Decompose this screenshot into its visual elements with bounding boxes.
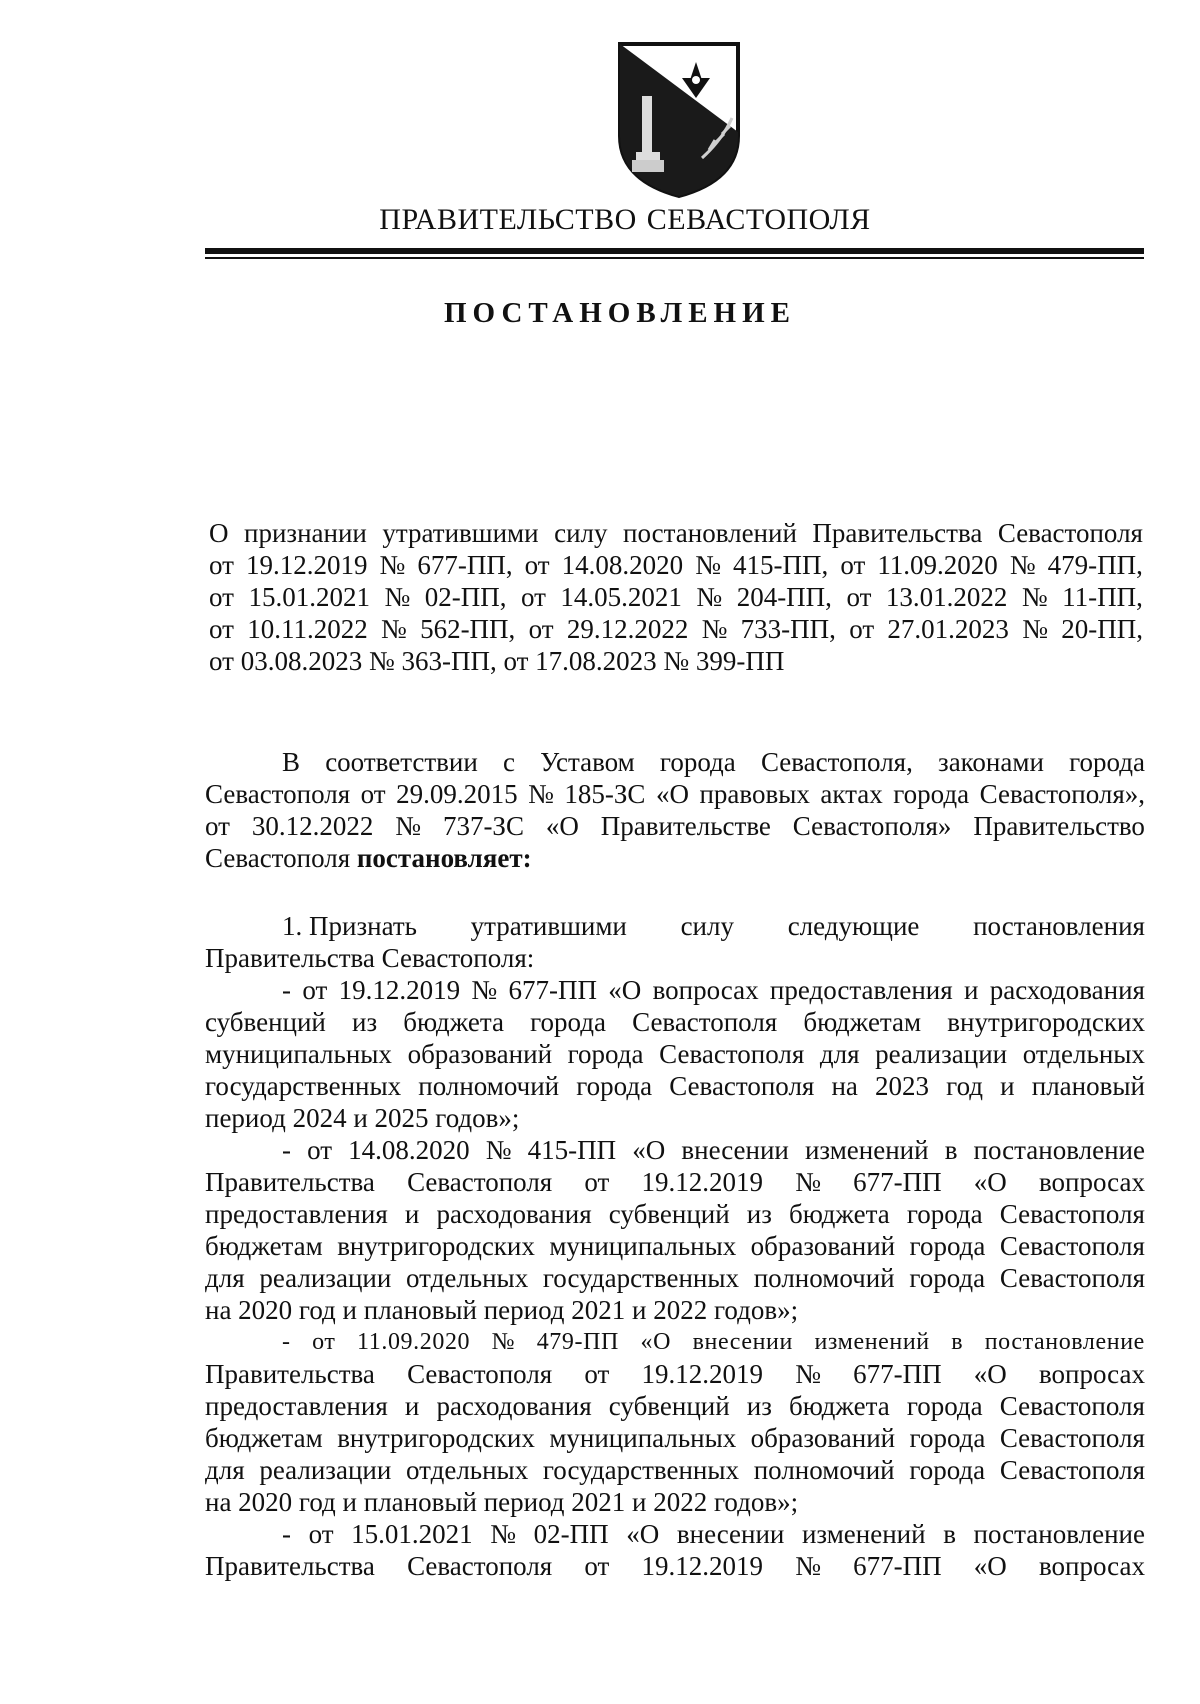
- item-1-word: 1. Признать: [282, 911, 417, 941]
- list-item-line: на 2020 год и плановый период 2021 и 2022 годов»;: [205, 1295, 799, 1325]
- basis-line: от 30.12.2022 № 737-ЗС «О Правительстве Севастополя» Правительство: [205, 811, 1145, 841]
- list-item-line: предоставления и расходования субвенций из бюджета города Севастополя: [205, 1391, 1145, 1421]
- header-rule-thin: [205, 257, 1144, 259]
- subject-block: [209, 517, 1143, 677]
- subject-line: от 10.11.2022 № 562-ПП, от 29.12.2022 № 733-ПП, от 27.01.2023 № 20-ПП,: [209, 614, 1143, 644]
- list-item-line: Правительства Севастополя от 19.12.2019 № 677-ПП «О вопросах: [205, 1167, 1145, 1197]
- subject-line: от 03.08.2023 № 363-ПП, от 17.08.2023 № 399-ПП: [209, 646, 785, 676]
- resolves-word: постановляет:: [356, 843, 532, 873]
- basis-line: В соответствии с Уставом города Севастополя, законами города: [282, 747, 1145, 777]
- basis-paragraph: [205, 746, 1145, 874]
- list-item-line: Правительства Севастополя от 19.12.2019 № 677-ПП «О вопросах: [205, 1551, 1145, 1581]
- item-1-line: Правительства Севастополя:: [205, 943, 535, 973]
- list-item-line: Правительства Севастополя от 19.12.2019 № 677-ПП «О вопросах: [205, 1359, 1145, 1389]
- list-item-line: бюджетам внутригородских муниципальных образований города Севастополя: [205, 1231, 1145, 1261]
- list-item-line: - от 19.12.2019 № 677-ПП «О вопросах предоставления и расходования: [282, 975, 1145, 1005]
- subject-line: от 19.12.2019 № 677-ПП, от 14.08.2020 № 415-ПП, от 11.09.2020 № 479-ПП,: [209, 550, 1143, 580]
- subject-line: от 15.01.2021 № 02-ПП, от 14.05.2021 № 204-ПП, от 13.01.2022 № 11-ПП,: [209, 582, 1143, 612]
- list-item-line: государственных полномочий города Севастополя на 2023 год и плановый: [205, 1071, 1145, 1101]
- list-item-line: для реализации отдельных государственных полномочий города Севастополя: [205, 1263, 1145, 1293]
- organization-name: [0, 203, 1200, 237]
- list-item-line: на 2020 год и плановый период 2021 и 2022 годов»;: [205, 1487, 799, 1517]
- item-1-word: следующие: [787, 911, 920, 941]
- item-1: [205, 910, 1145, 1582]
- org-word-1: ПРАВИТЕЛЬСТВО: [379, 203, 637, 236]
- basis-line: [205, 842, 1145, 874]
- list-item-line: - от 14.08.2020 № 415-ПП «О внесении изменений в постановление: [282, 1135, 1145, 1165]
- coat-of-arms-emblem: [614, 40, 744, 200]
- org-word-2: СЕВАСТОПОЛЯ: [646, 203, 871, 236]
- item-1-word: силу: [680, 911, 734, 941]
- list-item-line: муниципальных образований города Севастополя для реализации отдельных: [205, 1039, 1145, 1069]
- item-1-heading: [205, 910, 1145, 942]
- list-item-line: период 2024 и 2025 годов»;: [205, 1103, 520, 1133]
- list-item-line: - от 11.09.2020 № 479-ПП «О внесении изменений в постановление: [282, 1329, 1145, 1355]
- header-rule-thick: [205, 248, 1144, 254]
- item-1-word: утратившими: [470, 911, 627, 941]
- list-item-line: предоставления и расходования субвенций из бюджета города Севастополя: [205, 1199, 1145, 1229]
- item-1-word: постановления: [973, 911, 1145, 941]
- list-item-line: - от 15.01.2021 № 02-ПП «О внесении изменений в постановление: [282, 1519, 1145, 1549]
- document-type-title: ПОСТАНОВЛЕНИЕ: [443, 297, 796, 329]
- list-item-line: субвенций из бюджета города Севастополя бюджетам внутригородских: [205, 1007, 1145, 1037]
- basis-text: Севастополя: [205, 843, 357, 873]
- basis-line: Севастополя от 29.09.2015 № 185-ЗС «О правовых актах города Севастополя»,: [205, 779, 1145, 809]
- list-item-line: бюджетам внутригородских муниципальных образований города Севастополя: [205, 1423, 1145, 1453]
- list-item-line: для реализации отдельных государственных полномочий города Севастополя: [205, 1455, 1145, 1485]
- subject-line: О признании утратившими силу постановлений Правительства Севастополя: [209, 518, 1143, 548]
